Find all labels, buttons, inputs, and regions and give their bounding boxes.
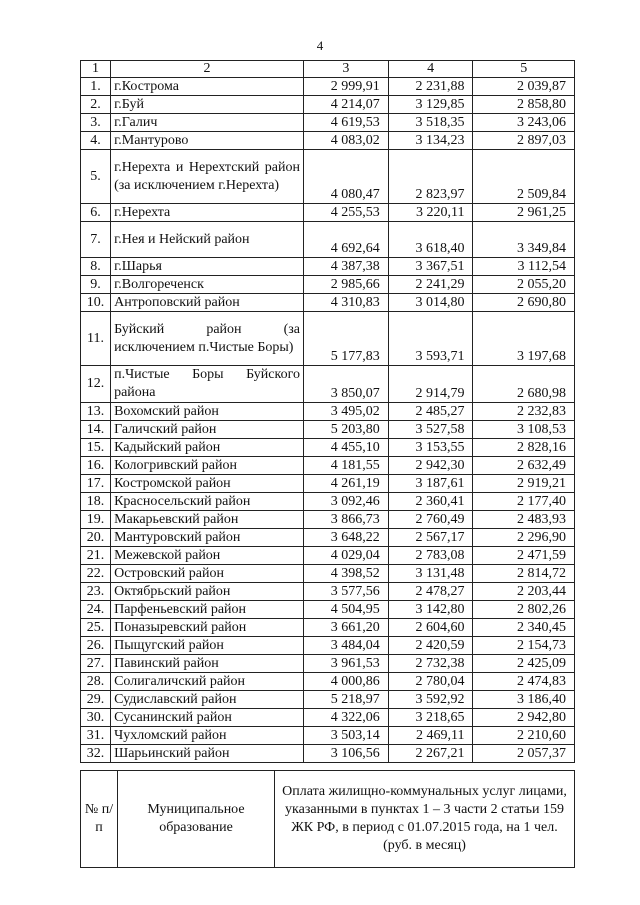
- header-cell-3: 3: [304, 61, 389, 78]
- table-row: [81, 547, 575, 565]
- value-col-3: 4 310,83: [304, 294, 389, 312]
- value-col-5: 2 425,09: [473, 655, 575, 673]
- value-col-3: 4 692,64: [304, 222, 389, 258]
- row-number: 17.: [81, 475, 111, 493]
- value-col-3: 4 214,07: [304, 96, 389, 114]
- table-row: [81, 258, 575, 276]
- table-row: [81, 565, 575, 583]
- value-col-5: 2 039,87: [473, 78, 575, 96]
- table-row: [81, 403, 575, 421]
- municipality-name: Костромской район: [111, 475, 304, 493]
- value-col-4: 2 823,97: [388, 150, 473, 204]
- table-row: [81, 529, 575, 547]
- row-number: 21.: [81, 547, 111, 565]
- table-row: [81, 222, 575, 258]
- footer-num-label: № п/п: [81, 771, 118, 868]
- value-col-4: 2 231,88: [388, 78, 473, 96]
- value-col-3: 3 092,46: [304, 493, 389, 511]
- footer-municipality-label: Муниципальное образование: [118, 771, 275, 868]
- value-col-5: 2 690,80: [473, 294, 575, 312]
- value-col-3: 4 455,10: [304, 439, 389, 457]
- value-col-5: 2 340,45: [473, 619, 575, 637]
- value-col-4: 3 527,58: [388, 421, 473, 439]
- value-col-5: 2 802,26: [473, 601, 575, 619]
- value-col-4: 2 760,49: [388, 511, 473, 529]
- value-col-5: 2 210,60: [473, 727, 575, 745]
- value-col-4: 2 469,11: [388, 727, 473, 745]
- municipality-name: г.Шарья: [111, 258, 304, 276]
- municipality-name: г.Нерехта и Нерехтский район (за исключением г.Нерехта): [111, 150, 304, 204]
- municipality-name: г.Буй: [111, 96, 304, 114]
- municipality-name: п.Чистые Боры Буйского района: [111, 366, 304, 403]
- page-number: 4: [316, 38, 324, 53]
- value-col-4: 3 134,23: [388, 132, 473, 150]
- value-col-3: 3 577,56: [304, 583, 389, 601]
- municipality-name: Буйский район (за исключением п.Чистые Боры): [111, 312, 304, 366]
- row-number: 1.: [81, 78, 111, 96]
- municipality-name: Октябрьский район: [111, 583, 304, 601]
- header-cell-5: 5: [473, 61, 575, 78]
- value-col-3: 2 999,91: [304, 78, 389, 96]
- row-number: 28.: [81, 673, 111, 691]
- table-row: [81, 583, 575, 601]
- value-col-5: 3 197,68: [473, 312, 575, 366]
- table-row: [81, 745, 575, 763]
- table-row: [81, 511, 575, 529]
- value-col-3: 4 255,53: [304, 204, 389, 222]
- municipality-name: г.Кострома: [111, 78, 304, 96]
- value-col-3: 3 648,22: [304, 529, 389, 547]
- row-number: 2.: [81, 96, 111, 114]
- value-col-4: 2 567,17: [388, 529, 473, 547]
- footer-payment-label: Оплата жилищно-коммунальных услуг лицами, указанными в пунктах 1 – 3 части 2 статьи 159 ЖК РФ, в период с 01.07.2015 года, на 1 чел. (руб. в месяц): [275, 771, 575, 868]
- value-col-5: 2 203,44: [473, 583, 575, 601]
- value-col-3: 4 000,86: [304, 673, 389, 691]
- value-col-3: 4 261,19: [304, 475, 389, 493]
- value-col-3: 3 866,73: [304, 511, 389, 529]
- value-col-5: 2 919,21: [473, 475, 575, 493]
- value-col-4: 2 732,38: [388, 655, 473, 673]
- row-number: 13.: [81, 403, 111, 421]
- value-col-3: 3 961,53: [304, 655, 389, 673]
- value-col-3: 4 080,47: [304, 150, 389, 204]
- municipality-name: Парфеньевский район: [111, 601, 304, 619]
- value-col-4: 3 593,71: [388, 312, 473, 366]
- value-col-4: 3 218,65: [388, 709, 473, 727]
- value-col-4: 3 131,48: [388, 565, 473, 583]
- municipality-name: Пыщугский район: [111, 637, 304, 655]
- table-row: [81, 132, 575, 150]
- municipality-name: г.Галич: [111, 114, 304, 132]
- value-col-3: 4 181,55: [304, 457, 389, 475]
- tariff-table-body: [81, 61, 575, 763]
- footer-header-row: [81, 771, 575, 868]
- value-col-3: 4 619,53: [304, 114, 389, 132]
- value-col-3: 4 504,95: [304, 601, 389, 619]
- municipality-name: г.Нея и Нейский район: [111, 222, 304, 258]
- value-col-5: 2 471,59: [473, 547, 575, 565]
- value-col-5: 2 057,37: [473, 745, 575, 763]
- value-col-4: 2 241,29: [388, 276, 473, 294]
- value-col-3: 4 398,52: [304, 565, 389, 583]
- municipality-name: Кадыйский район: [111, 439, 304, 457]
- header-cell-2: 2: [111, 61, 304, 78]
- value-col-5: 2 632,49: [473, 457, 575, 475]
- municipality-name: Галичский район: [111, 421, 304, 439]
- row-number: 20.: [81, 529, 111, 547]
- row-number: 31.: [81, 727, 111, 745]
- value-col-3: 4 387,38: [304, 258, 389, 276]
- table-row: [81, 114, 575, 132]
- value-col-4: 3 142,80: [388, 601, 473, 619]
- table-row: [81, 439, 575, 457]
- value-col-5: 3 112,54: [473, 258, 575, 276]
- municipality-name: г.Мантурово: [111, 132, 304, 150]
- value-col-5: 2 942,80: [473, 709, 575, 727]
- table-row: [81, 96, 575, 114]
- table-row: [81, 366, 575, 403]
- value-col-5: 3 349,84: [473, 222, 575, 258]
- value-col-4: 2 485,27: [388, 403, 473, 421]
- value-col-4: 3 518,35: [388, 114, 473, 132]
- table-row: [81, 276, 575, 294]
- table-row: [81, 709, 575, 727]
- municipality-name: Сусанинский район: [111, 709, 304, 727]
- value-col-5: 2 055,20: [473, 276, 575, 294]
- value-col-3: 4 322,06: [304, 709, 389, 727]
- header-cell-4: 4: [388, 61, 473, 78]
- value-col-3: 5 177,83: [304, 312, 389, 366]
- value-col-4: 3 014,80: [388, 294, 473, 312]
- municipality-name: г.Волгореченск: [111, 276, 304, 294]
- row-number: 10.: [81, 294, 111, 312]
- row-number: 19.: [81, 511, 111, 529]
- value-col-4: 3 187,61: [388, 475, 473, 493]
- value-col-5: 2 483,93: [473, 511, 575, 529]
- municipality-name: Межевской район: [111, 547, 304, 565]
- value-col-5: 2 680,98: [473, 366, 575, 403]
- value-col-5: 2 296,90: [473, 529, 575, 547]
- value-col-3: 3 106,56: [304, 745, 389, 763]
- header-cell-1: 1: [81, 61, 111, 78]
- row-number: 3.: [81, 114, 111, 132]
- value-col-3: 4 083,02: [304, 132, 389, 150]
- value-col-4: 2 942,30: [388, 457, 473, 475]
- row-number: 15.: [81, 439, 111, 457]
- municipality-name: Красносельский район: [111, 493, 304, 511]
- footer-header-table: [80, 770, 575, 868]
- municipality-name: Поназыревский район: [111, 619, 304, 637]
- municipality-name: Шарьинский район: [111, 745, 304, 763]
- table-row: [81, 619, 575, 637]
- table-row: [81, 727, 575, 745]
- municipality-name: Солигаличский район: [111, 673, 304, 691]
- table-row: [81, 204, 575, 222]
- table-row: [81, 78, 575, 96]
- municipality-name: Чухломский район: [111, 727, 304, 745]
- municipality-name: Вохомский район: [111, 403, 304, 421]
- value-col-5: 3 108,53: [473, 421, 575, 439]
- value-col-4: 2 780,04: [388, 673, 473, 691]
- value-col-3: 3 484,04: [304, 637, 389, 655]
- value-col-4: 2 267,21: [388, 745, 473, 763]
- value-col-4: 2 478,27: [388, 583, 473, 601]
- table-row: [81, 312, 575, 366]
- value-col-4: 3 129,85: [388, 96, 473, 114]
- value-col-5: 2 509,84: [473, 150, 575, 204]
- table-row: [81, 637, 575, 655]
- row-number: 26.: [81, 637, 111, 655]
- municipality-name: Островский район: [111, 565, 304, 583]
- row-number: 18.: [81, 493, 111, 511]
- row-number: 6.: [81, 204, 111, 222]
- row-number: 12.: [81, 366, 111, 403]
- value-col-5: 3 243,06: [473, 114, 575, 132]
- value-col-5: 2 897,03: [473, 132, 575, 150]
- value-col-4: 3 618,40: [388, 222, 473, 258]
- row-number: 7.: [81, 222, 111, 258]
- value-col-3: 3 850,07: [304, 366, 389, 403]
- table-row: [81, 673, 575, 691]
- value-col-3: 5 203,80: [304, 421, 389, 439]
- value-col-5: 2 858,80: [473, 96, 575, 114]
- row-number: 5.: [81, 150, 111, 204]
- value-col-5: 2 232,83: [473, 403, 575, 421]
- municipality-name: Антроповский район: [111, 294, 304, 312]
- value-col-4: 3 153,55: [388, 439, 473, 457]
- municipality-name: Кологривский район: [111, 457, 304, 475]
- value-col-3: 2 985,66: [304, 276, 389, 294]
- row-number: 32.: [81, 745, 111, 763]
- municipality-name: Павинский район: [111, 655, 304, 673]
- table-row: [81, 294, 575, 312]
- row-number: 11.: [81, 312, 111, 366]
- value-col-4: 2 783,08: [388, 547, 473, 565]
- row-number: 23.: [81, 583, 111, 601]
- municipality-name: г.Нерехта: [111, 204, 304, 222]
- value-col-5: 3 186,40: [473, 691, 575, 709]
- value-col-4: 2 360,41: [388, 493, 473, 511]
- table-row: [81, 691, 575, 709]
- table-row: [81, 457, 575, 475]
- value-col-4: 2 604,60: [388, 619, 473, 637]
- tariff-table: [80, 60, 575, 763]
- row-number: 16.: [81, 457, 111, 475]
- value-col-3: 3 661,20: [304, 619, 389, 637]
- row-number: 4.: [81, 132, 111, 150]
- header-row: [81, 61, 575, 78]
- value-col-5: 2 828,16: [473, 439, 575, 457]
- value-col-4: 2 420,59: [388, 637, 473, 655]
- municipality-name: Макарьевский район: [111, 511, 304, 529]
- table-row: [81, 655, 575, 673]
- table-row: [81, 150, 575, 204]
- value-col-4: 3 367,51: [388, 258, 473, 276]
- row-number: 8.: [81, 258, 111, 276]
- row-number: 30.: [81, 709, 111, 727]
- value-col-4: 2 914,79: [388, 366, 473, 403]
- value-col-3: 3 495,02: [304, 403, 389, 421]
- value-col-5: 2 154,73: [473, 637, 575, 655]
- value-col-3: 5 218,97: [304, 691, 389, 709]
- row-number: 9.: [81, 276, 111, 294]
- table-row: [81, 475, 575, 493]
- table-row: [81, 421, 575, 439]
- row-number: 24.: [81, 601, 111, 619]
- value-col-5: 2 474,83: [473, 673, 575, 691]
- value-col-5: 2 177,40: [473, 493, 575, 511]
- value-col-3: 4 029,04: [304, 547, 389, 565]
- value-col-3: 3 503,14: [304, 727, 389, 745]
- row-number: 27.: [81, 655, 111, 673]
- table-row: [81, 601, 575, 619]
- value-col-4: 3 220,11: [388, 204, 473, 222]
- municipality-name: Мантуровский район: [111, 529, 304, 547]
- value-col-4: 3 592,92: [388, 691, 473, 709]
- row-number: 25.: [81, 619, 111, 637]
- table-row: [81, 493, 575, 511]
- row-number: 14.: [81, 421, 111, 439]
- municipality-name: Судиславский район: [111, 691, 304, 709]
- row-number: 29.: [81, 691, 111, 709]
- row-number: 22.: [81, 565, 111, 583]
- value-col-5: 2 814,72: [473, 565, 575, 583]
- value-col-5: 2 961,25: [473, 204, 575, 222]
